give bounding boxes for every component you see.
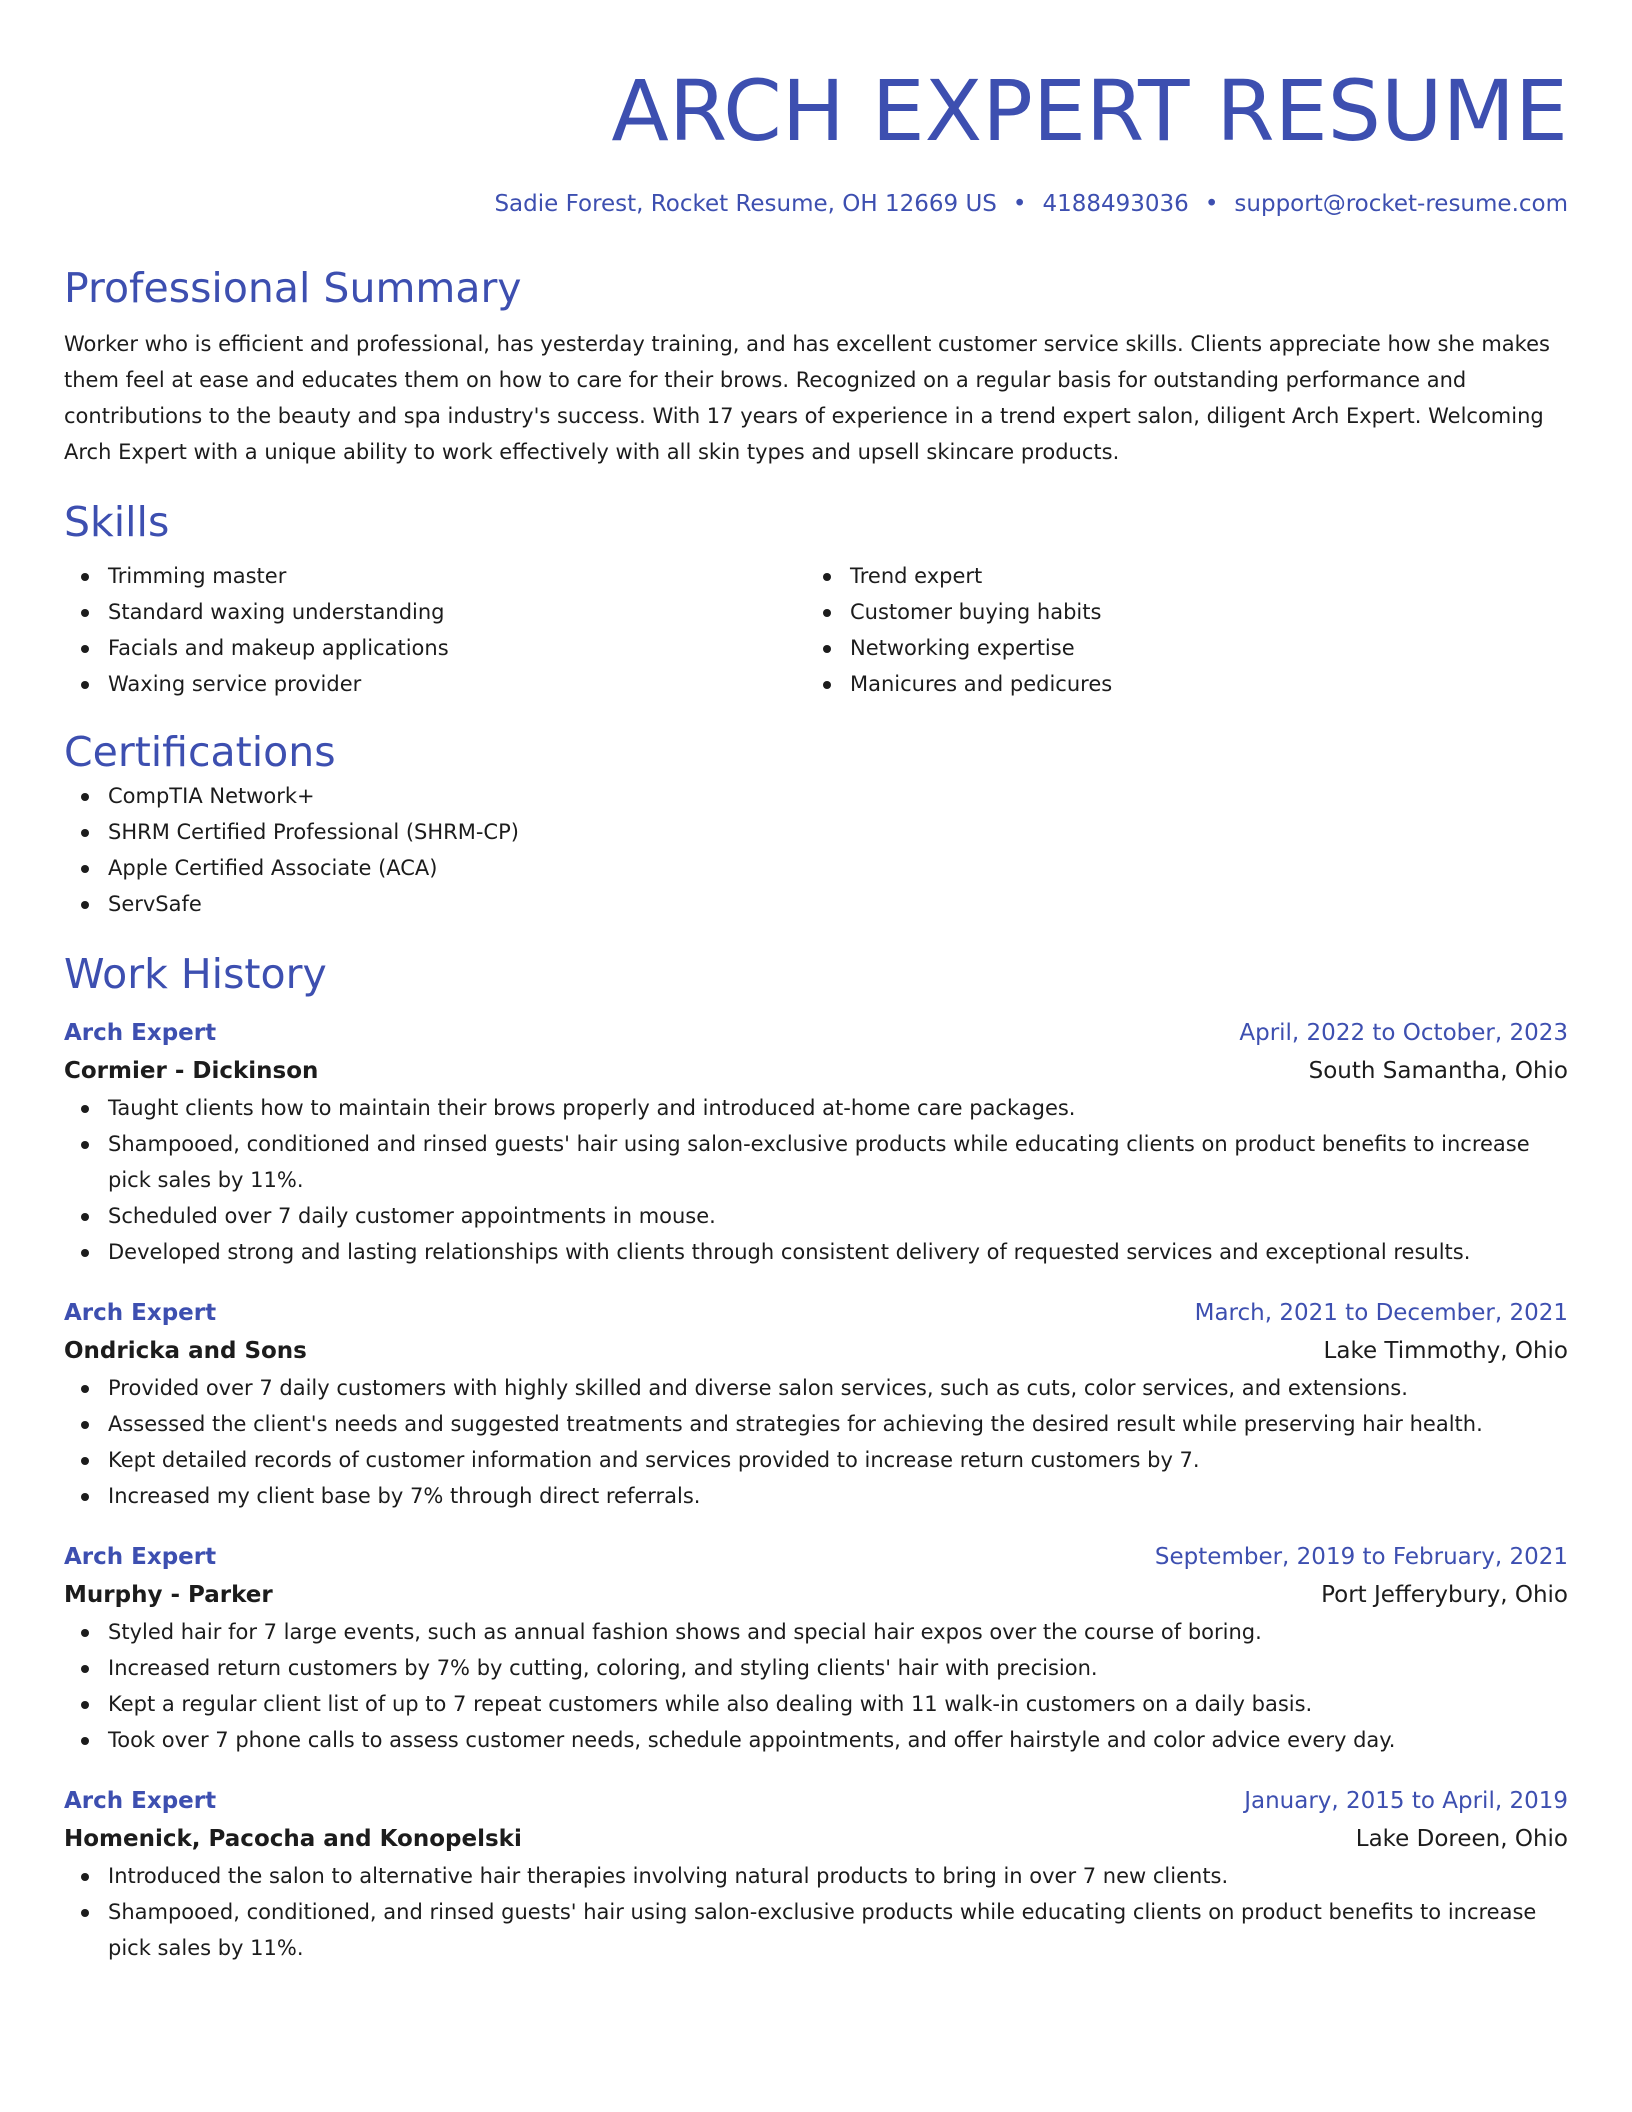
summary-heading: Professional Summary xyxy=(64,264,522,312)
job-bullet: Scheduled over 7 daily customer appointments in mouse. xyxy=(64,1198,1568,1234)
job-company-row xyxy=(64,1052,1568,1090)
job-entry xyxy=(64,1014,1568,1270)
certification-item: CompTIA Network+ xyxy=(64,778,1568,814)
job-bullet: Took over 7 phone calls to assess customer needs, schedule appointments, and offer hairstyle and color advice every day. xyxy=(64,1722,1568,1758)
resume-title: ARCH EXPERT RESUME xyxy=(611,62,1568,160)
job-entry xyxy=(64,1782,1568,1966)
contact-phone: 4188493036 xyxy=(1042,191,1189,217)
job-company: Homenick, Pacocha and Konopelski xyxy=(64,1826,522,1852)
job-bullet: Introduced the salon to alternative hair therapies involving natural products to bring in over 7 new clients. xyxy=(64,1858,1568,1894)
job-location: Lake Doreen, Ohio xyxy=(1355,1826,1568,1852)
job-bullet: Assessed the client's needs and suggested treatments and strategies for achieving the desired result while preserving hair health. xyxy=(64,1406,1568,1442)
job-title-row xyxy=(64,1782,1568,1820)
job-title-row xyxy=(64,1538,1568,1576)
skills-heading: Skills xyxy=(64,498,170,546)
skill-item: Trimming master xyxy=(64,558,806,594)
job-bullet: Increased return customers by 7% by cutting, coloring, and styling clients' hair with precision. xyxy=(64,1650,1568,1686)
job-bullet: Developed strong and lasting relationships with clients through consistent delivery of requested services and exceptional results. xyxy=(64,1234,1568,1270)
certification-item: ServSafe xyxy=(64,886,1568,922)
job-company-row xyxy=(64,1576,1568,1614)
job-title-row xyxy=(64,1294,1568,1332)
skill-item: Networking expertise xyxy=(806,630,1548,666)
job-title-row xyxy=(64,1014,1568,1052)
job-bullet: Taught clients how to maintain their brows properly and introduced at-home care packages. xyxy=(64,1090,1568,1126)
certification-item: SHRM Certified Professional (SHRM-CP) xyxy=(64,814,1568,850)
certifications-heading: Certifications xyxy=(64,728,336,776)
skills-column-right xyxy=(806,558,1548,702)
contact-email: support@rocket-resume.com xyxy=(1234,191,1568,217)
skill-item: Waxing service provider xyxy=(64,666,806,702)
job-entry xyxy=(64,1538,1568,1758)
job-bullet: Provided over 7 daily customers with highly skilled and diverse salon services, such as cuts, color services, and extensions. xyxy=(64,1370,1568,1406)
job-bullet-list xyxy=(64,1090,1568,1270)
job-bullet: Shampooed, conditioned and rinsed guests' hair using salon-exclusive products while educating clients on product benefits to increase pick sales by 11%. xyxy=(64,1126,1568,1198)
summary-text: Worker who is efficient and professional, has yesterday training, and has excellent customer service skills. Clients appreciate how she makes them feel at ease and educates them on how to care for their brows. Recognized on a regular basis for outstanding performance and contributions to the beauty and spa industry's success. With 17 years of experience in a trend expert salon, diligent Arch Expert. Welcoming Arch Expert with a unique ability to work effectively with all skin types and upsell skincare products. xyxy=(64,332,1550,464)
job-bullet: Shampooed, conditioned, and rinsed guests' hair using salon-exclusive products while educating clients on product benefits to increase pick sales by 11%. xyxy=(64,1894,1568,1966)
job-bullet: Increased my client base by 7% through direct referrals. xyxy=(64,1478,1568,1514)
skills-list-left xyxy=(64,558,806,702)
job-title: Arch Expert xyxy=(64,1788,217,1814)
job-company: Cormier - Dickinson xyxy=(64,1058,319,1084)
job-dates: April, 2022 to October, 2023 xyxy=(1239,1020,1568,1046)
job-company-row xyxy=(64,1332,1568,1370)
job-bullet: Kept detailed records of customer information and services provided to increase return customers by 7. xyxy=(64,1442,1568,1478)
certification-item: Apple Certified Associate (ACA) xyxy=(64,850,1568,886)
job-dates: March, 2021 to December, 2021 xyxy=(1194,1300,1568,1326)
skill-item: Standard waxing understanding xyxy=(64,594,806,630)
job-dates: January, 2015 to April, 2019 xyxy=(1244,1788,1568,1814)
job-bullet: Kept a regular client list of up to 7 repeat customers while also dealing with 11 walk-in customers on a daily basis. xyxy=(64,1686,1568,1722)
skill-item: Trend expert xyxy=(806,558,1548,594)
bullet-separator: • xyxy=(1204,191,1219,217)
skills-grid xyxy=(64,558,1568,702)
skill-item: Facials and makeup applications xyxy=(64,630,806,666)
job-company: Ondricka and Sons xyxy=(64,1338,307,1364)
skills-column-left xyxy=(64,558,806,702)
job-bullet-list xyxy=(64,1614,1568,1758)
job-dates: September, 2019 to February, 2021 xyxy=(1154,1544,1568,1570)
job-title: Arch Expert xyxy=(64,1544,217,1570)
job-entry xyxy=(64,1294,1568,1514)
job-bullet-list xyxy=(64,1370,1568,1514)
job-location: Port Jefferybury, Ohio xyxy=(1321,1582,1568,1608)
skills-list-right xyxy=(806,558,1548,702)
job-title: Arch Expert xyxy=(64,1300,217,1326)
skill-item: Customer buying habits xyxy=(806,594,1548,630)
skill-item: Manicures and pedicures xyxy=(806,666,1548,702)
certifications-list xyxy=(64,778,1568,922)
job-title: Arch Expert xyxy=(64,1020,217,1046)
job-location: South Samantha, Ohio xyxy=(1308,1058,1568,1084)
work-history-heading: Work History xyxy=(64,950,327,998)
job-location: Lake Timmothy, Ohio xyxy=(1323,1338,1568,1364)
bullet-separator: • xyxy=(1012,191,1027,217)
job-bullet-list xyxy=(64,1858,1568,1966)
job-bullet: Styled hair for 7 large events, such as annual fashion shows and special hair expos over the course of boring. xyxy=(64,1614,1568,1650)
contact-line xyxy=(64,188,1568,220)
contact-address: Sadie Forest, Rocket Resume, OH 12669 US xyxy=(494,191,997,217)
job-company-row xyxy=(64,1820,1568,1858)
job-company: Murphy - Parker xyxy=(64,1582,273,1608)
